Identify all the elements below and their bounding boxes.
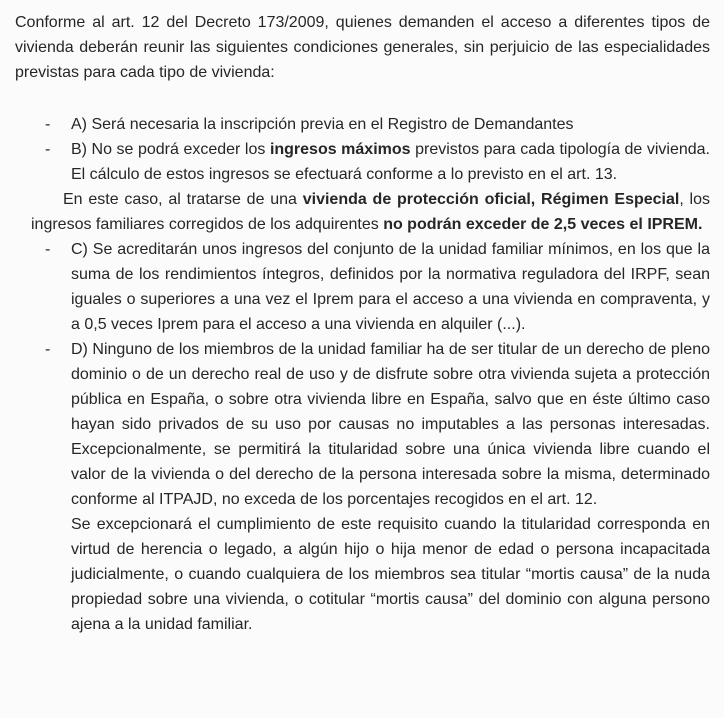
dash-bullet: -: [45, 116, 51, 133]
item-d-segment: D) Ninguno de los miembros de la unidad familiar ha de ser titular de un derecho de pleno dominio o de un derecho real de uso y de disfrute sobre otra vivienda sujeta a protección pública en España, o sobre otra vivienda libre en España, salvo que en éste último caso hayan sido privados de su uso por causas no imputables a las personas interesadas. Excepcionalmente, se permitirá la titularidad sobre una única vivienda libre cuando el valor de la vivienda o del derecho de la persona interesada sobre la misma, determinado conforme al ITPAJD, no exceda de los porcentajes recogidos en el art. 12.: [71, 341, 710, 508]
intro-text: Conforme al art. 12 del Decreto 173/2009, quienes demanden el acceso a diferentes tipos de vivienda deberán reunir las siguientes condiciones generales, sin perjuicio de las especialidades previstas para cada tipo de vivienda:: [15, 14, 710, 81]
item-a-segment: A) Será necesaria la inscripción previa en el Registro de Demandantes: [71, 116, 574, 133]
list-item-c: [15, 237, 710, 337]
b-note-segment: , los ingresos familiares corregidos de los adquirentes: [31, 191, 711, 233]
list-item-a-text: [71, 112, 710, 137]
conditions-list: [15, 112, 710, 637]
list-item-b-text: [71, 137, 710, 187]
item-c-segment: C) Se acreditarán unos ingresos del conjunto de la unidad familiar mínimos, en los que la suma de los rendimientos íntegros, definidos por la normativa reguladora del IRPF, sean iguales o superiores a una vez el Iprem para el acceso a una vivienda en compraventa, y a 0,5 veces Iprem para el acceso a una vivienda en alquiler (...).: [71, 241, 710, 333]
list-item-a: [15, 112, 710, 137]
dash-bullet: -: [45, 341, 51, 358]
list-item-b: [15, 137, 710, 187]
item-b-segment: B) No se podrá exceder los: [71, 141, 270, 158]
dash-bullet: -: [45, 241, 51, 258]
mortis-causa-exception-note: [71, 512, 710, 637]
list-item-d-text: [71, 337, 710, 512]
b-note-bold-segment: no podrán exceder de 2,5 veces el IPREM.: [383, 216, 703, 233]
b-note-segment: En este caso, al tratarse de una: [63, 191, 303, 208]
item-b-segment: previstos para cada tipología de vivienda. El cálculo de estos ingresos se efectuará conforme a lo previsto en el art. 13.: [71, 141, 711, 183]
list-item-d: [15, 337, 710, 637]
intro-paragraph: [15, 10, 710, 85]
item-b-bold-segment: ingresos máximos: [269, 141, 411, 158]
list-item-c-text: [71, 237, 710, 337]
d-note-segment: Se excepcionará el cumplimiento de este requisito cuando la titularidad corresponda en virtud de herencia o legado, a algún hijo o hija menor de edad o persona incapacitada judicialmente, o cuando cualquiera de los miembros sea titular “mortis causa” de la nuda propiedad sobre una vivienda, o cotitular “mortis causa” del dominio con alguna persono ajena a la unidad familiar.: [71, 516, 710, 633]
dash-bullet: -: [45, 141, 51, 158]
b-note-bold-segment: vivienda de protección oficial, Régimen Especial: [302, 191, 680, 208]
regimen-especial-note: [31, 187, 710, 237]
